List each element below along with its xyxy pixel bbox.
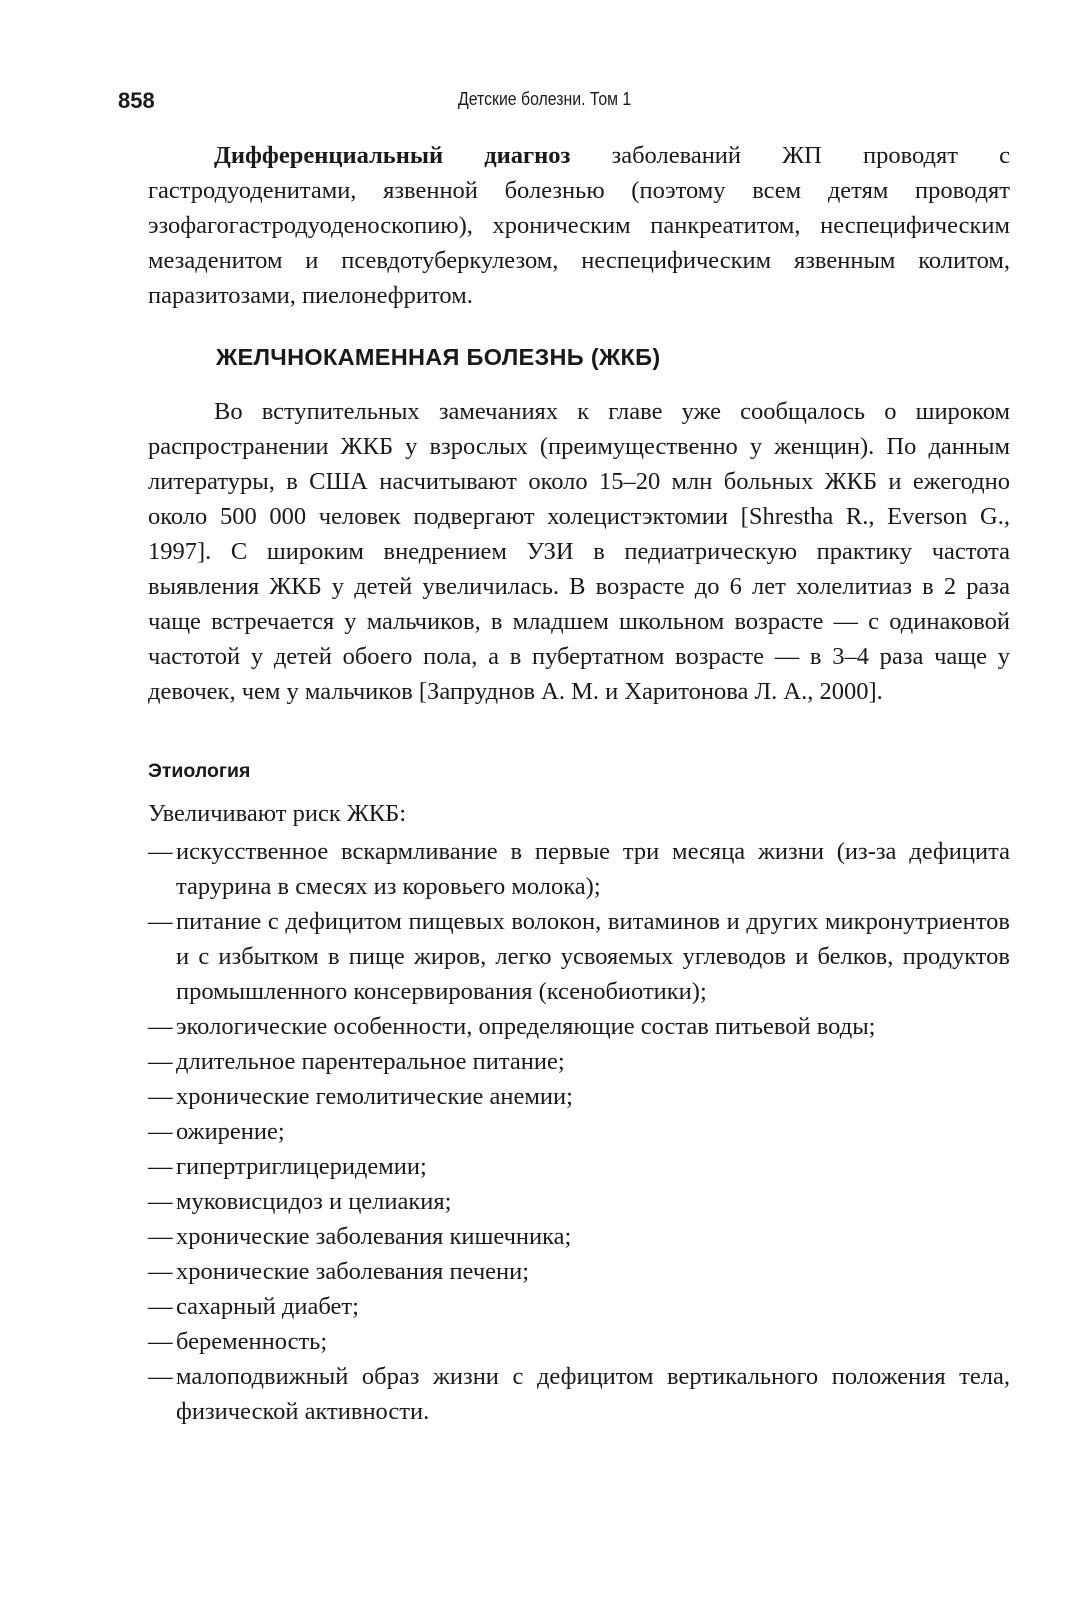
list-dash: — (148, 1188, 173, 1215)
risk-factor-text: муковисцидоз и целиакия; (176, 1188, 452, 1215)
list-dash: — (148, 1153, 173, 1180)
list-dash: — (148, 1293, 173, 1320)
risk-factor-text: беременность; (176, 1328, 328, 1355)
section-title: ЖЕЛЧНОКАМЕННАЯ БОЛЕЗНЬ (ЖКБ) (216, 344, 661, 370)
risk-factor-text: малоподвижный образ жизни с дефицитом вертикального положения тела, физической активности. (176, 1363, 1010, 1425)
risk-factor-item (148, 1359, 1010, 1429)
risk-factor-list (148, 834, 1010, 1429)
risk-factor-text: гипертриглицеридемии; (176, 1153, 427, 1180)
risk-factor-text: хронические заболевания кишечника; (176, 1223, 572, 1250)
section-paragraph (148, 394, 1010, 709)
risk-factor-text: искусственное вскармливание в первые три месяца жизни (из-за дефицита тарурина в смесях из коровьего молока); (176, 838, 1010, 900)
risk-factor-item (148, 1044, 1010, 1079)
risk-factor-text: длительное парентеральное питание; (176, 1048, 565, 1075)
running-title: Детские болезни. Том 1 (458, 89, 632, 109)
risk-factor-item (148, 1254, 1010, 1289)
list-dash: — (148, 1118, 173, 1145)
page-header (118, 88, 1008, 118)
page-number: 858 (118, 88, 155, 113)
list-dash: — (148, 908, 173, 935)
risk-factor-item (148, 1184, 1010, 1219)
risk-factor-item (148, 1324, 1010, 1359)
risk-factor-item (148, 1149, 1010, 1184)
etiology-intro: Увеличивают риск ЖКБ: (148, 800, 407, 827)
section-paragraph-text: Во вступительных замечаниях к главе уже сообщалось о широком распространении ЖКБ у взрослых (преимущественно у женщин). По данным литературы, в США насчитывают около 15–20 млн больных ЖКБ и ежегодно около 500 000 человек подвергают холецистэктомии [Shrestha R., Everson G., 1997]. С широким внедрением УЗИ в педиатрическую практику частота выявления ЖКБ у детей увеличилась. В возрасте до 6 лет холелитиаз в 2 раза чаще встречается у мальчиков, в младшем школьном возрасте — с одинаковой частотой у детей обоего пола, а в пубертатном возрасте — в 3–4 раза чаще у девочек, чем у мальчиков [Запруднов А. М. и Харитонова Л. А., 2000]. (148, 398, 1010, 705)
risk-factor-text: хронические гемолитические анемии; (176, 1083, 573, 1110)
list-dash: — (148, 1083, 173, 1110)
risk-factor-item (148, 1009, 1010, 1044)
risk-factor-item (148, 1114, 1010, 1149)
risk-factor-text: хронические заболевания печени; (176, 1258, 530, 1285)
risk-factor-item (148, 1079, 1010, 1114)
risk-factor-item (148, 1289, 1010, 1324)
risk-factor-item (148, 834, 1010, 904)
list-dash: — (148, 1258, 173, 1285)
risk-factor-text: сахарный диабет; (176, 1293, 359, 1320)
differential-diagnosis-paragraph (148, 138, 1010, 313)
list-dash: — (148, 1013, 173, 1040)
risk-factor-text: ожирение; (176, 1118, 285, 1145)
list-dash: — (148, 838, 173, 865)
differential-diagnosis-term: Дифференциальный диагноз (214, 142, 571, 169)
etiology-heading: Этиология (148, 760, 251, 782)
risk-factor-item (148, 1219, 1010, 1254)
list-dash: — (148, 1363, 173, 1390)
risk-factor-item (148, 904, 1010, 1009)
list-dash: — (148, 1048, 173, 1075)
risk-factor-text: питание с дефицитом пищевых волокон, витаминов и других микронутриентов и с избытком в пище жиров, легко усвояемых углеводов и белков, продуктов промышленного консервирования (ксенобиотики); (176, 908, 1010, 1005)
risk-factor-text: экологические особенности, определяющие состав питьевой воды; (176, 1013, 876, 1040)
differential-diagnosis-text: заболеваний ЖП проводят с гастродуоденитами, язвенной болезнью (поэтому всем детям проводят эзофагогастродуоденоскопию), хроническим панкреатитом, неспецифическим мезаденитом и псевдотуберкулезом, неспецифическим язвенным колитом, паразитозами, пиелонефритом. (148, 142, 1010, 309)
list-dash: — (148, 1328, 173, 1355)
list-dash: — (148, 1223, 173, 1250)
